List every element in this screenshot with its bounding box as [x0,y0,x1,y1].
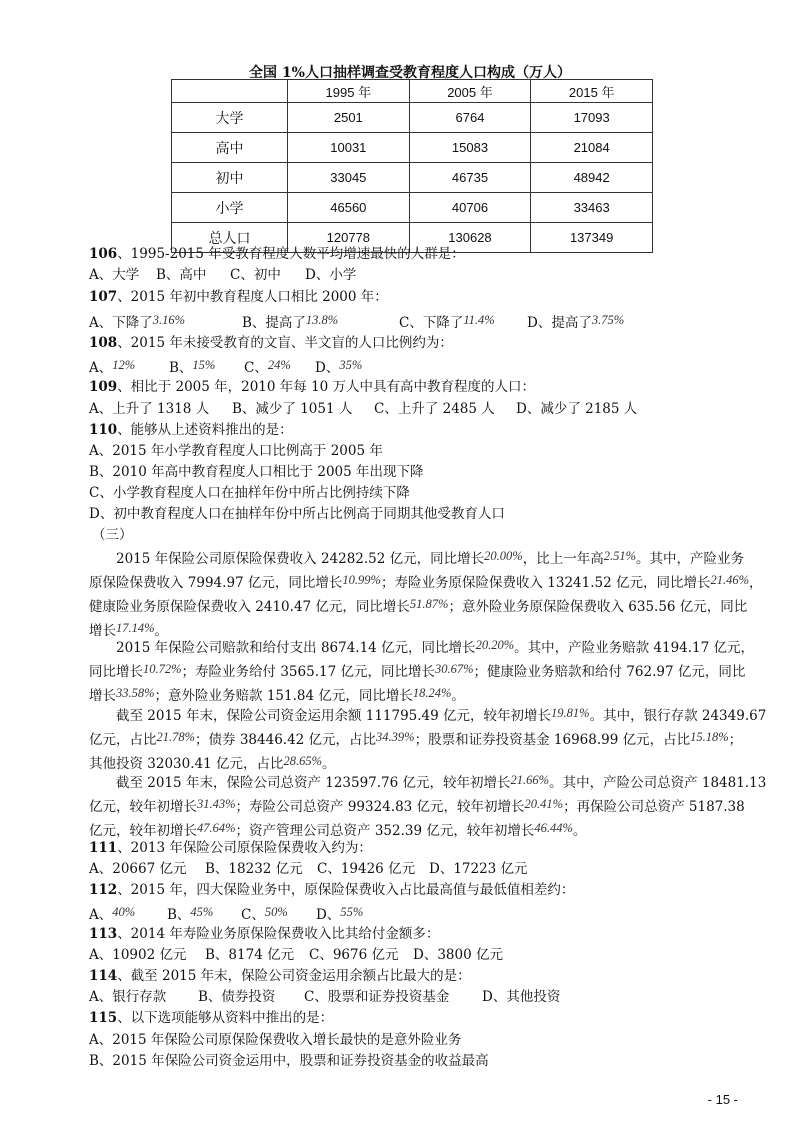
option-d: D、小学 [305,267,357,283]
option-c-label: C、 [241,907,265,923]
option-c [241,902,316,925]
row-label: 大学 [172,103,288,133]
table-row [172,133,653,163]
option-b [169,355,244,378]
question-108 [89,333,453,353]
paragraph-claims [89,635,755,707]
text-line: 亿元，较年初增长47.64%；资产管理公司总资产 352.39 亿元，较年初增长46.44%。 [89,821,587,839]
option-d: D、其他投资 [482,989,561,1005]
paragraph-fund-usage [89,703,767,775]
question-stem: 、1995-2015 年受教育程度人数平均增速最快的人群是： [117,246,465,262]
option-b-value: 45% [190,905,214,919]
paragraph-premium-income [89,546,763,642]
question-113 [89,924,439,944]
option-a [89,902,167,925]
option-a: A、上升了 1318 人 [89,401,210,417]
table-cell: 40706 [409,193,531,223]
option-c: C、19426 亿元 [317,861,416,877]
option-d: D、3800 亿元 [413,947,503,963]
text-line: 增长33.58%；意外险业务赔款 151.84 亿元，同比增长18.24%。 [89,686,465,704]
option-a: A、10902 亿元 [89,947,187,963]
question-111-options [89,859,528,879]
question-stem: 、以下选项能够从资料中推出的是： [117,1010,334,1026]
text-line: 同比增长10.72%；寿险业务给付 3565.17 亿元，同比增长30.67%；健康险业务赔款和给付 762.97 亿元，同比 [89,662,746,680]
option-b-value: 13.8% [305,313,339,327]
option-d-value: 35% [339,358,363,372]
row-label: 小学 [172,193,288,223]
question-stem: 、相比于 2005 年，2010 年每 10 万人中具有高中教育程度的人口： [117,379,536,395]
question-107-options [89,310,624,333]
option-c [399,310,527,333]
question-number: 109 [89,379,118,395]
option-b: B、2010 年高中教育程度人口相比于 2005 年出现下降 [89,464,424,480]
option-a [89,355,169,378]
option-a-value: 12% [112,358,136,372]
option-c-value: 50% [264,905,288,919]
option-b [242,310,399,333]
table-cell: 10031 [288,133,410,163]
option-a: A、银行存款 [89,989,167,1005]
option-c: C、股票和证券投资基金 [304,989,450,1005]
question-number: 111 [89,840,118,856]
option-d: D、初中教育程度人口在抽样年份中所占比例高于同期其他受教育人口 [89,506,505,522]
table-cell: 130628 [409,223,531,253]
option-d-label: D、 [316,907,341,923]
option-c-value: 11.4% [463,313,495,327]
option-a: A、大学 [89,267,140,283]
question-stem: 、截至 2015 年末，保险公司资金运用余额占比最大的是： [117,968,471,984]
option-d: D、减少了 2185 人 [516,401,638,417]
table-cell: 33045 [288,163,410,193]
paragraph-total-assets [89,770,767,842]
question-number: 114 [89,968,118,984]
option-c-label: C、 [244,360,268,376]
question-stem: 、2014 年寿险业务原保险保费收入比其给付金额多： [117,926,440,942]
table-header-cell: 2005 年 [409,80,531,103]
table-cell: 46560 [288,193,410,223]
option-d-label: D、提高了 [527,315,592,331]
question-114-options [89,987,560,1007]
table-cell: 137349 [531,223,653,253]
question-113-options [89,945,503,965]
question-stem: 、2013 年保险公司原保险保费收入约为： [117,840,372,856]
question-stem: 、2015 年初中教育程度人口相比 2000 年： [117,289,388,305]
question-stem: 、2015 年，四大保险业务中，原保险保费收入占比最高值与最低值相差约： [117,882,575,898]
question-109 [89,377,535,397]
text-line: 其他投资 32030.41 亿元，占比28.65%。 [89,754,336,772]
text-line: 截至 2015 年末，保险公司资金运用余额 111795.49 亿元，较年初增长19.81%。其中，银行存款 24349.67 [116,706,767,724]
text-line: 2015 年保险公司赔款和给付支出 8674.14 亿元，同比增长20.20%。其中，产险业务赔款 4194.17 亿元， [116,638,755,656]
text-line: 亿元，较年初增长31.43%；寿险公司总资产 99324.83 亿元，较年初增长20.41%；再保险公司总资产 5187.38 [89,797,745,815]
row-label: 初中 [172,163,288,193]
option-a-value: 40% [112,905,136,919]
option-b-label: B、 [167,907,191,923]
table-row [172,103,653,133]
option-d-label: D、 [315,360,340,376]
question-107 [89,287,388,307]
option-b: B、债券投资 [198,989,276,1005]
table-row [172,193,653,223]
option-c-value: 24% [267,358,291,372]
question-number: 108 [89,335,118,351]
education-table [171,79,653,253]
question-number: 113 [89,926,118,942]
option-c: C、上升了 2485 人 [374,401,495,417]
option-d: D、17223 亿元 [429,861,528,877]
question-106-options [89,265,356,285]
question-number: 106 [89,246,118,262]
question-number: 112 [89,882,118,898]
option-a-value: 3.16% [152,313,186,327]
option-b: B、2015 年保险公司资金运用中，股票和证券投资基金的收益最高 [89,1053,489,1069]
option-b-label: B、提高了 [242,315,306,331]
question-111 [89,838,372,858]
table-cell: 15083 [409,133,531,163]
question-112-options [89,902,363,925]
table-header-cell [172,80,288,103]
question-115 [89,1008,333,1028]
table-cell: 46735 [409,163,531,193]
option-a: A、2015 年小学教育程度人口比例高于 2005 年 [89,443,383,459]
table-cell: 6764 [409,103,531,133]
option-c-label: C、下降了 [399,315,464,331]
question-114 [89,966,471,986]
text-line: 原保险保费收入 7994.97 亿元，同比增长10.99%；寿险业务原保险保费收入 13241.52 亿元，同比增长21.46%， [89,573,763,591]
option-b [167,902,241,925]
option-b: B、8174 亿元 [205,947,295,963]
table-cell: 120778 [288,223,410,253]
page-number: - 15 - [707,1092,738,1107]
option-d-value: 55% [340,905,364,919]
question-108-options [89,355,362,378]
option-d [315,355,362,378]
question-112 [89,880,574,900]
option-b: B、高中 [156,267,207,283]
text-line: 健康险业务原保险保费收入 2410.47 亿元，同比增长51.87%；意外险业务原保险保费收入 635.56 亿元，同比 [89,597,748,615]
table-header-cell: 2015 年 [531,80,653,103]
table-cell: 21084 [531,133,653,163]
text-line: 亿元，占比21.78%；债券 38446.42 亿元，占比34.39%；股票和证券投资基金 16968.99 亿元，占比15.18%； [89,730,743,748]
option-a [89,310,242,333]
table-title: 全国 1%人口抽样调查受教育程度人口构成（万人） [249,65,571,81]
question-stem: 、2015 年未接受教育的文盲、半文盲的人口比例约为： [117,335,453,351]
section-heading: （三） [92,527,133,543]
option-b-value: 15% [192,358,216,372]
table-cell: 2501 [288,103,410,133]
table-header-cell: 1995 年 [288,80,410,103]
option-a-label: A、 [89,360,113,376]
question-number: 110 [89,422,118,438]
option-a: A、2015 年保险公司原保险保费收入增长最快的是意外险业务 [89,1032,462,1048]
option-c: C、9676 亿元 [309,947,399,963]
text-line: 增长17.14%。 [89,621,169,639]
table-cell: 48942 [531,163,653,193]
option-a-label: A、 [89,907,113,923]
table-cell: 33463 [531,193,653,223]
text-line: 2015 年保险公司原保险保费收入 24282.52 亿元，同比增长20.00%，比上一年高2.51%。其中，产险业务 [116,549,744,567]
question-106 [89,244,465,264]
option-d [527,310,624,333]
option-b: B、减少了 1051 人 [232,401,353,417]
option-d-value: 3.75% [591,313,625,327]
option-a: A、20667 亿元 [89,861,187,877]
question-stem: 、能够从上述资料推出的是： [117,422,293,438]
question-110 [89,420,293,440]
option-b: B、18232 亿元 [205,861,303,877]
option-b-label: B、 [169,360,193,376]
row-label: 高中 [172,133,288,163]
text-line: 截至 2015 年末，保险公司总资产 123597.76 亿元，较年初增长21.66%。其中，产险公司总资产 18481.13 [116,773,767,791]
question-number: 115 [89,1010,118,1026]
option-a-label: A、下降了 [89,315,153,331]
option-d [316,902,363,925]
table-cell: 17093 [531,103,653,133]
table-row [172,163,653,193]
question-109-options [89,399,637,419]
option-c [244,355,315,378]
row-label: 总人口 [172,223,288,253]
option-c: C、小学教育程度人口在抽样年份中所占比例持续下降 [89,485,410,501]
table-header-row [172,80,653,103]
question-number: 107 [89,289,118,305]
option-c: C、初中 [230,267,281,283]
